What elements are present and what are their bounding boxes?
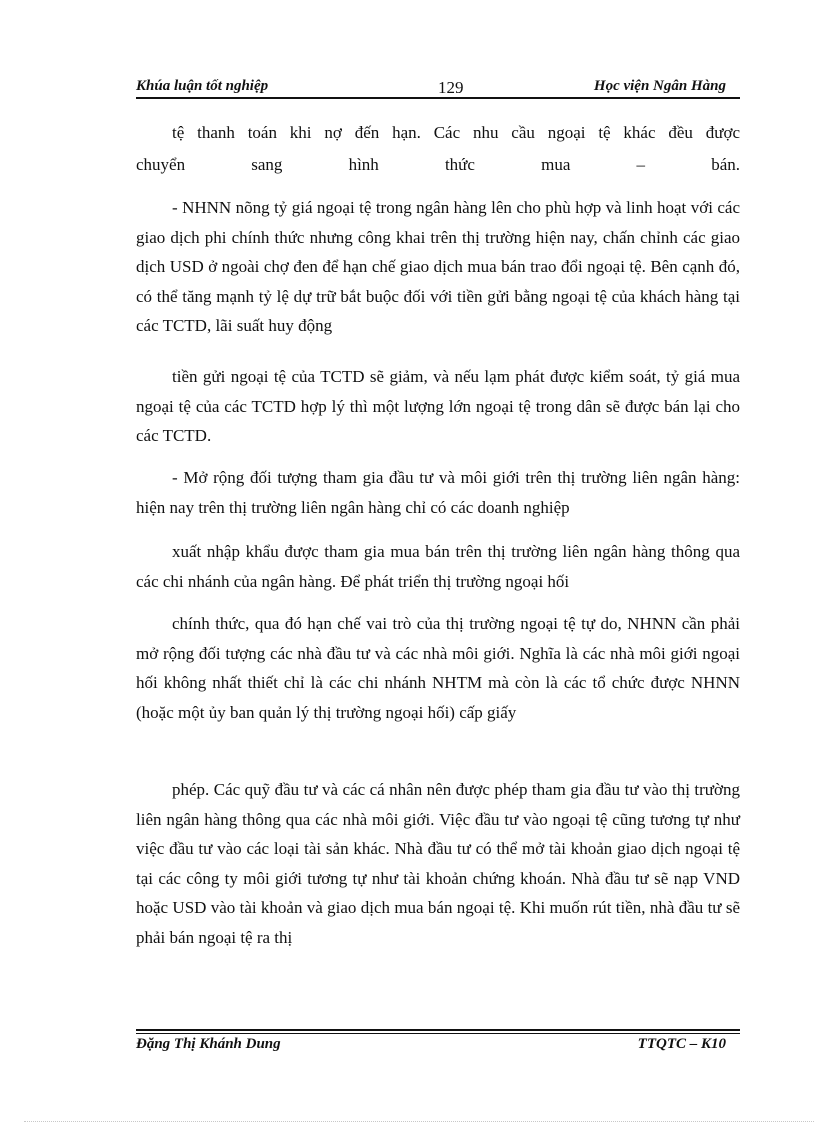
header-institution: Học viện Ngân Hàng: [593, 78, 726, 94]
paragraph-4: - Mở rộng đối tượng tham gia đầu tư và môi giới trên thị trường liên ngân hàng: hiện nay trên thị trường liên ngân hàng chỉ có các doanh nghiệp: [136, 468, 740, 517]
paragraph-1-line-1: tệ thanh toán khi nợ đến hạn. Các nhu cầu ngoại tệ khác đều được: [172, 123, 740, 142]
paragraph-3: tiền gửi ngoại tệ của TCTD sẽ giảm, và nếu lạm phát được kiểm soát, tỷ giá mua ngoại tệ của các TCTD hợp lý thì một lượng lớn ngoại tệ trong dân sẽ được bán lại cho các TCTD.: [136, 367, 740, 445]
paragraph-5: xuất nhập khẩu được tham gia mua bán trên thị trường liên ngân hàng thông qua các chi nhánh của ngân hàng. Để phát triển thị trường ngoại hối: [136, 542, 740, 591]
page-header: [136, 76, 740, 98]
footer-class-code: TTQTC – K10: [637, 1036, 726, 1052]
page-edge-divider: [24, 1121, 814, 1122]
paragraph-2: - NHNN nõng tỷ giá ngoại tệ trong ngân hàng lên cho phù hợp và linh hoạt với các giao dịch phi chính thức nhưng công khai trên thị trường hiện nay, chấn chỉnh các giao dịch USD ở ngoài chợ đen để hạn chế giao dịch mua bán trao đổi ngoại tệ. Bên cạnh đó, có thể tăng mạnh tỷ lệ dự trữ bắt buộc đối với tiền gửi bằng ngoại tệ của khách hàng tại các TCTD, lãi suất huy động: [136, 198, 740, 335]
paragraph-1-line-2: chuyển sang hình thức mua – bán.: [136, 155, 740, 174]
header-thesis-title: Khúa luận tốt nghiệp: [136, 78, 269, 94]
footer-author: Đặng Thị Khánh Dung: [136, 1036, 281, 1052]
footer-rule-thin: [136, 1033, 740, 1034]
paragraph-6: chính thức, qua đó hạn chế vai trò của thị trường ngoại tệ tự do, NHNN cần phải mở rộng đối tượng các nhà đầu tư và các nhà môi giới. Nghĩa là các nhà môi giới ngoại hối không nhất thiết chỉ là các chi nhánh NHTM mà còn là các tổ chức được NHNN (hoặc một ủy ban quản lý thị trường ngoại hối) cấp giấy: [136, 614, 740, 722]
footer-rule-thick: [136, 1029, 740, 1031]
paragraph-7: phép. Các quỹ đầu tư và các cá nhân nên được phép tham gia đầu tư vào thị trường liên ngân hàng thông qua các nhà môi giới. Việc đầu tư vào ngoại tệ cũng tương tự như việc đầu tư vào các loại tài sản khác. Nhà đầu tư có thể mở tài khoản giao dịch ngoại tệ tại các công ty môi giới tương tự như tài khoản chứng khoán. Nhà đầu tư sẽ nạp VND hoặc USD vào tài khoản và giao dịch mua bán ngoại tệ. Khi muốn rút tiền, nhà đầu tư sẽ phải bán ngoại tệ ra thị: [136, 780, 740, 947]
page-number: 129: [438, 78, 464, 97]
header-rule: [136, 97, 740, 99]
